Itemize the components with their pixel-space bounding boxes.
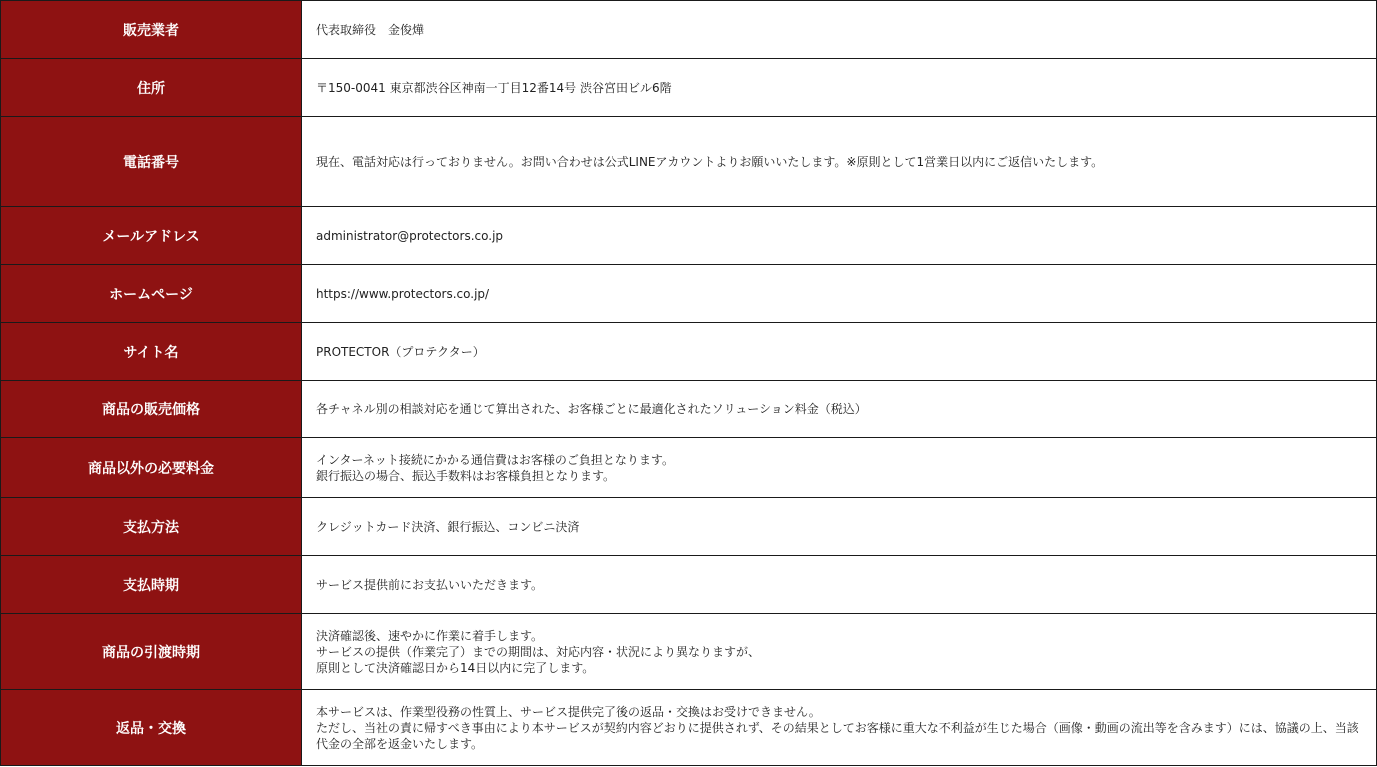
row-value: [302, 117, 1377, 207]
table-row: [1, 59, 1377, 117]
table-row: [1, 614, 1377, 690]
row-value: [302, 381, 1377, 438]
row-label: サイト名: [1, 323, 302, 381]
homepage-link[interactable]: https://www.protectors.co.jp/: [316, 286, 490, 301]
row-label: 商品の販売価格: [1, 381, 302, 438]
row-label: 販売業者: [1, 1, 302, 59]
row-value: [302, 323, 1377, 381]
row-label: 電話番号: [1, 117, 302, 207]
value-line: PROTECTOR（プロテクター）: [316, 344, 485, 359]
value-line: 銀行振込の場合、振込手数料はお客様負担となります。: [316, 468, 616, 483]
table-row: [1, 381, 1377, 438]
table-row: [1, 117, 1377, 207]
table-row: [1, 1, 1377, 59]
value-line: 代表取締役 金俊燁: [316, 22, 425, 37]
table-row: [1, 207, 1377, 265]
row-value: [302, 1, 1377, 59]
row-label: メールアドレス: [1, 207, 302, 265]
row-label: 支払時期: [1, 556, 302, 614]
row-value: [302, 556, 1377, 614]
table-row: [1, 556, 1377, 614]
value-line: クレジットカード決済、銀行振込、コンビニ決済: [316, 519, 580, 534]
row-label: 住所: [1, 59, 302, 117]
value-line: 決済確認後、速やかに作業に着手します。: [316, 628, 544, 643]
value-line: 原則として決済確認日から14日以内に完了します。: [316, 660, 595, 675]
value-line: 本サービスは、作業型役務の性質上、サービス提供完了後の返品・交換はお受けできません。: [316, 704, 821, 719]
row-value: [302, 690, 1377, 766]
value-line: 現在、電話対応は行っておりません。お問い合わせは公式LINEアカウントよりお願いいたします。※原則として1営業日以内にご返信いたします。: [316, 154, 1104, 169]
value-line: サービスの提供（作業完了）までの期間は、対応内容・状況により異なりますが、: [316, 644, 761, 659]
table-row: [1, 498, 1377, 556]
row-value: [302, 614, 1377, 690]
table-row: [1, 323, 1377, 381]
table-row: [1, 265, 1377, 323]
value-line: ただし、当社の責に帰すべき事由により本サービスが契約内容どおりに提供されず、その結果としてお客様に重大な不利益が生じた場合（画像・動画の流出等を含みます）には、協議の上、当該代金の全部を返金いたします。: [316, 720, 1359, 751]
table-row: [1, 690, 1377, 766]
row-value: [302, 207, 1377, 265]
row-value: [302, 59, 1377, 117]
table-row: [1, 438, 1377, 498]
row-label: ホームページ: [1, 265, 302, 323]
value-line: インターネット接続にかかる通信費はお客様のご負担となります。: [316, 452, 674, 467]
email-link[interactable]: administrator@protectors.co.jp: [316, 228, 504, 243]
row-value: [302, 438, 1377, 498]
value-line: 各チャネル別の相談対応を通じて算出された、お客様ごとに最適化されたソリューション料金（税込）: [316, 402, 867, 416]
value-line: サービス提供前にお支払いいただきます。: [316, 577, 544, 592]
value-line: 〒150-0041 東京都渋谷区神南一丁目12番14号 渋谷宮田ビル6階: [316, 80, 672, 95]
row-value: [302, 498, 1377, 556]
row-label: 支払方法: [1, 498, 302, 556]
row-label: 返品・交換: [1, 690, 302, 766]
row-value: [302, 265, 1377, 323]
row-label: 商品以外の必要料金: [1, 438, 302, 498]
row-label: 商品の引渡時期: [1, 614, 302, 690]
